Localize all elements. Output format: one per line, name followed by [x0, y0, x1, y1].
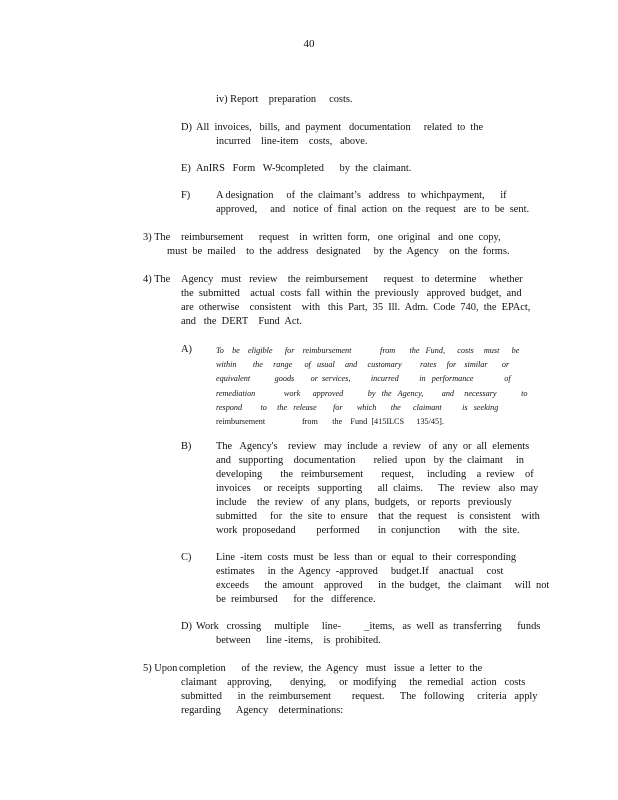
item-e-label: E) [181, 163, 191, 174]
item-4d-label: D) [181, 621, 192, 632]
item-4b-label: B) [181, 441, 192, 452]
item-e-text: AnIRS Form W-9completed by the claimant. [196, 163, 412, 174]
para-4-text: Agency must review the reimbursement request to determine whether the submitted actual costs fall within the previously approved budget, and are otherwise consistent with this Part, 35 Ill. Adm. Code 740, the EPAct, and the DERT Fund Act. [181, 274, 531, 327]
item-f-label: F) [181, 190, 191, 201]
item-iv-report-preparation: iv) Report preparation costs. [216, 94, 353, 105]
item-4a-label: A) [181, 344, 192, 355]
item-4d-text: Work crossing multiple line- _items, as well as transferring funds between line -items, is prohibited. [196, 621, 541, 646]
item-d-text: All invoices, bills, and payment documentation related to the incurred line-item costs, above. [196, 122, 484, 147]
para-3-text: reimbursement request in written form, one original and one copy, must be mailed to the address designated by the Agency on the forms. [167, 232, 510, 257]
item-d-label: D) [181, 122, 192, 133]
para-5-text: completion of the review, the Agency must issue a letter to the claimant approving, denying, or modifying the remedial action costs submitted in the reimbursement request. The following criteria apply regarding Agency determinations: [179, 663, 538, 716]
item-4a-text: To be eligible for reimbursement from the Fund, costs must be within the range of usual and customary rates for similar or equivalent goods or services, incurred in performance of remediation work approved by the Agency, and necessary to respond to the release for which the claimant is seeking reimbursement from the Fund [415ILCS 135/45]. [216, 344, 527, 429]
item-4c-text: Line -item costs must be less than or equal to their corresponding estimates in the Agency -approved budget.If anactual cost exceeds the amount approved in the budget, the claimant will not be reimbursed for the difference. [216, 552, 550, 605]
page-number: 40 [303, 38, 315, 50]
item-f-text: A designation of the claimant’s address to whichpayment, if approved, and notice of final action on the request are to be sent. [216, 190, 530, 215]
para-5-label: 5) Upon [143, 663, 178, 674]
para-3-label: 3) The [143, 232, 171, 243]
item-4b-text: The Agency's review may include a review of any or all elements and supporting documentation relied upon by the claimant in developing the reimbursement request, including a review of invoices or receipts supporting all claims. The review also may include the review of any plans, budgets, or reports previously submitted for the site to ensure that the request is consistent with work proposedand performed in conjunction with the site. [216, 441, 540, 536]
item-4c-label: C) [181, 552, 192, 563]
para-4-label: 4) The [143, 274, 171, 285]
item-4a-citation-line: reimbursement from the Fund [415ILCS 135/45]. [216, 417, 444, 427]
